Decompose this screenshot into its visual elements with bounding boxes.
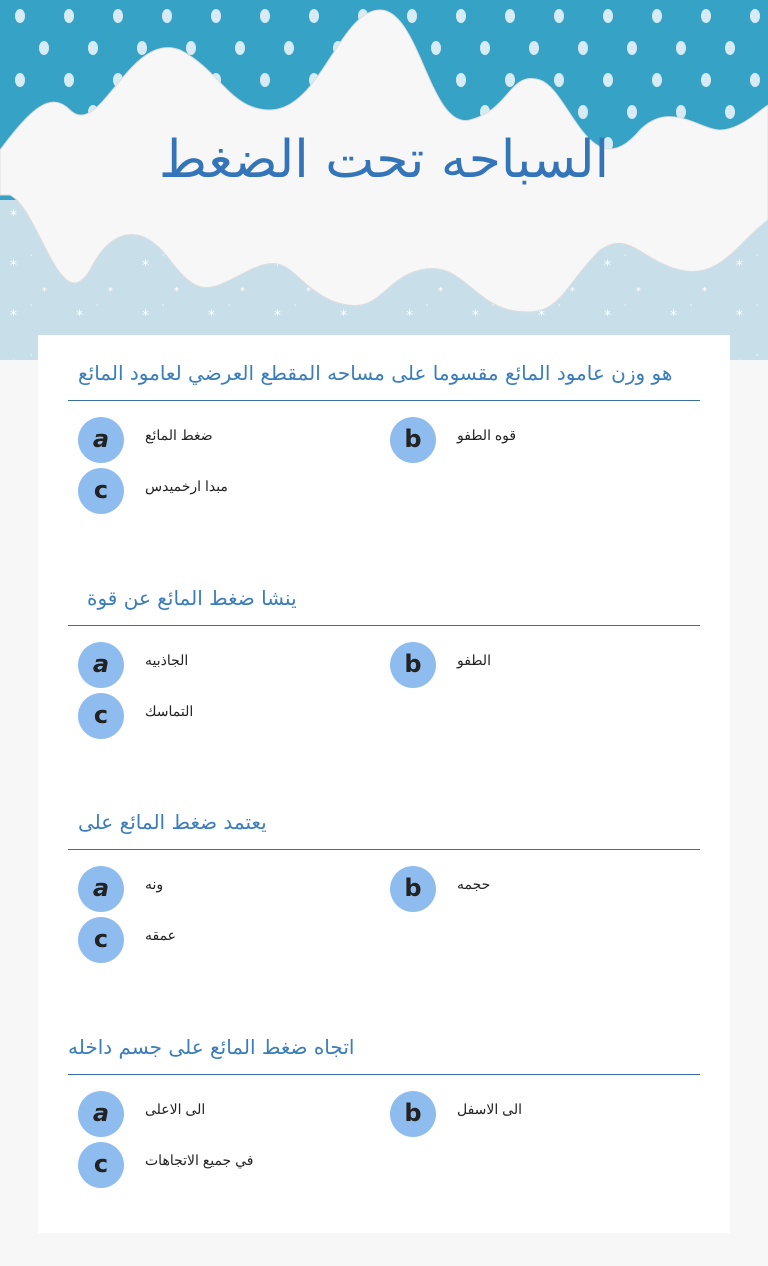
option-text: التماسك	[145, 703, 194, 719]
question-4	[68, 1031, 700, 1231]
option-text: ونه	[145, 876, 164, 892]
option-badge: b	[390, 417, 436, 463]
option-badge: c	[78, 468, 124, 514]
question-text: يعتمد ضغط المائع على	[78, 810, 267, 834]
option-text: الى الاسفل	[457, 1101, 523, 1117]
option-text: في جميع الاتجاهات	[145, 1152, 254, 1168]
quiz-card	[38, 335, 730, 1233]
option-badge: b	[390, 1091, 436, 1137]
option-badge: b	[390, 866, 436, 912]
page-title: السباحه تحت الضغط	[158, 130, 610, 190]
question-2	[68, 582, 700, 782]
option-badge: c	[78, 917, 124, 963]
divider	[68, 400, 700, 401]
option-text: حجمه	[457, 876, 491, 892]
question-3	[68, 806, 700, 1006]
question-text: هو وزن عامود المائع مقسوما على مساحه المقطع العرضي لعامود المائع	[78, 361, 673, 385]
header-banner	[0, 0, 768, 360]
option-badge: a	[78, 642, 124, 688]
option-text: عمقه	[145, 927, 177, 943]
option-text: الى الاعلى	[145, 1101, 206, 1117]
divider	[68, 849, 700, 850]
divider	[68, 1074, 700, 1075]
option-badge: c	[78, 1142, 124, 1188]
option-badge: a	[78, 866, 124, 912]
option-badge: a	[78, 1091, 124, 1137]
option-text: قوه الطفو	[457, 427, 517, 443]
option-text: الجاذبيه	[145, 652, 189, 668]
option-badge: b	[390, 642, 436, 688]
option-badge: c	[78, 693, 124, 739]
question-text: ينشا ضغط المائع عن قوة	[87, 586, 297, 610]
option-text: الطفو	[457, 652, 491, 668]
question-text: اتجاه ضغط المائع على جسم داخله	[68, 1035, 355, 1059]
question-1	[68, 357, 700, 557]
divider	[68, 625, 700, 626]
option-text: مبدا ارخميدس	[145, 478, 228, 494]
option-badge: a	[78, 417, 124, 463]
option-text: ضغط المائع	[145, 427, 213, 443]
